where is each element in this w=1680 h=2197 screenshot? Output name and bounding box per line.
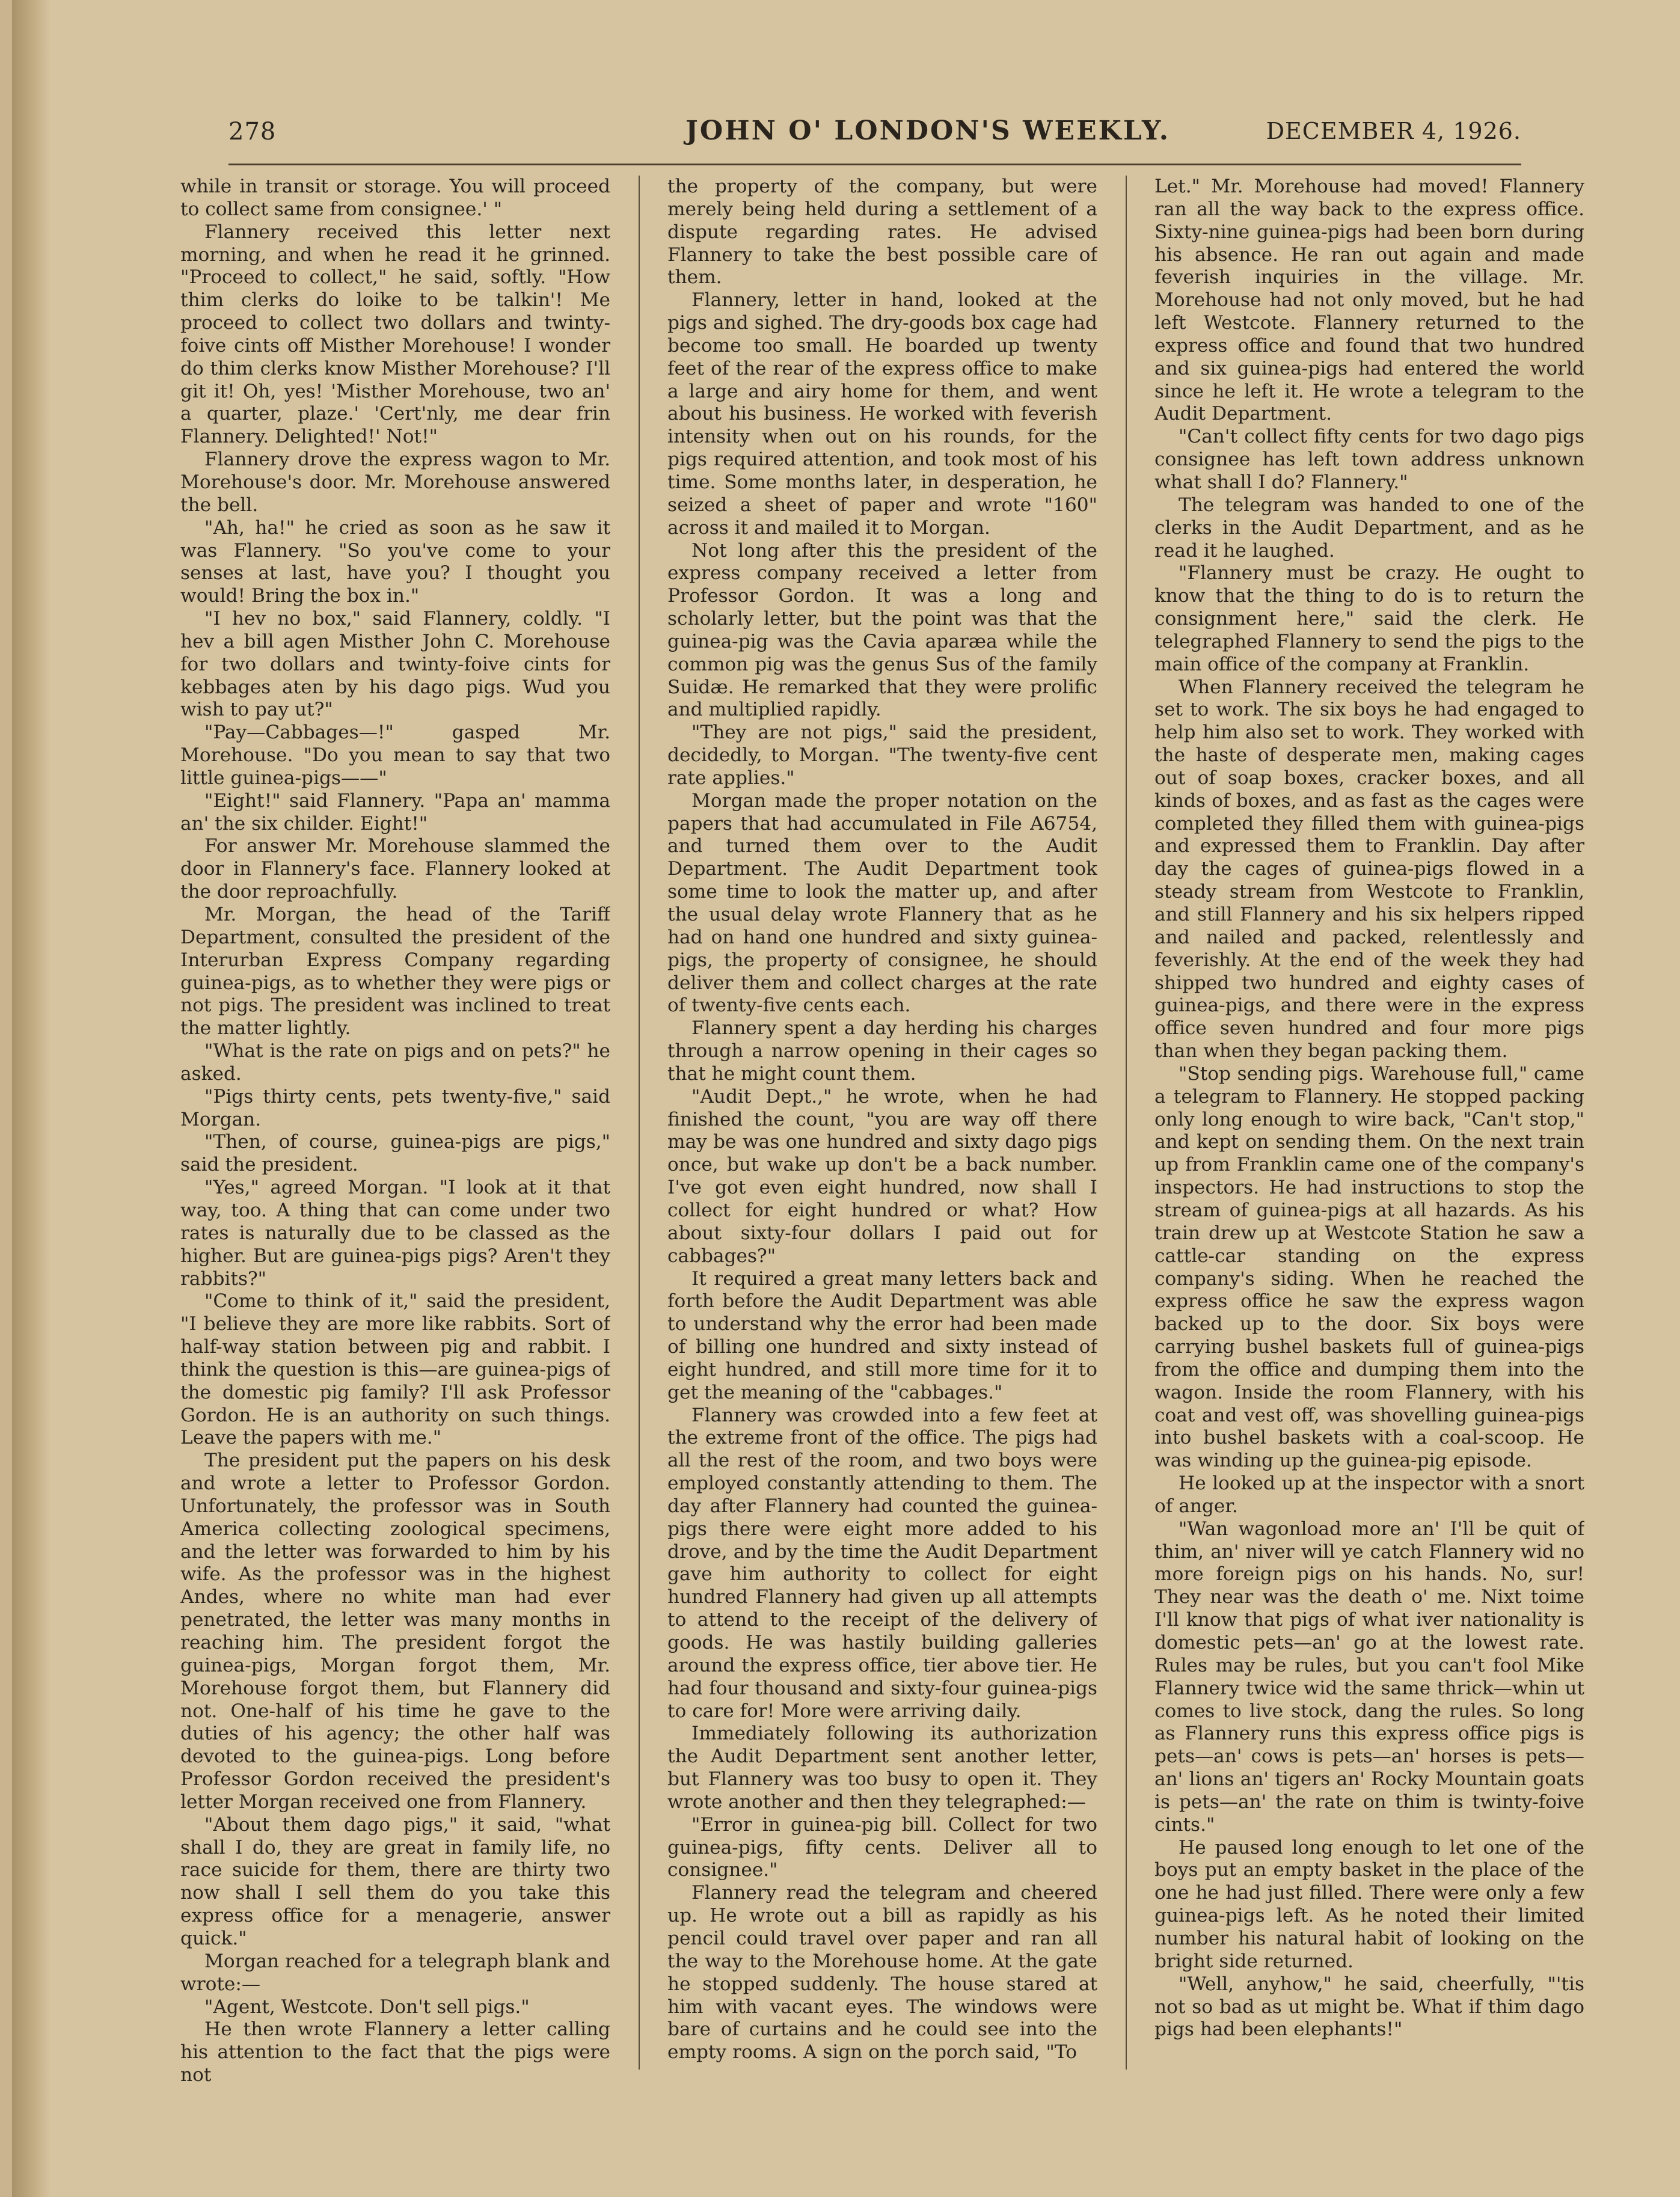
paragraph: "Flannery must be crazy. He ought to know that the thing to do is to return the consignment here," said the clerk. He telegraphed Flannery to send the pigs to the main office of the company at Franklin. [1154, 562, 1584, 675]
paragraph: It required a great many letters back and forth before the Audit Department was able to understand why the error had been made of billing one hundred and sixty instead of eight hundred, and still more time for it to get the meaning of the "cabbages." [667, 1267, 1097, 1403]
header-rule [228, 164, 1521, 165]
paragraph: "They are not pigs," said the president, decidedly, to Morgan. "The twenty-five cent rate applies." [667, 722, 1097, 789]
paragraph: "Then, of course, guinea-pigs are pigs," said the president. [180, 1131, 610, 1176]
paragraph: "About them dago pigs," it said, "what shall I do, they are great in family life, no race suicide for them, there are thirty two now shall I sell them do you take this express office for a menagerie, answer quick." [180, 1813, 610, 1949]
paragraph: "Come to think of it," said the president, "I believe they are more like rabbits. Sort of half-way station between pig and rabbit. I think the question is this—are guinea-pigs of the domestic pig family? I'll ask Professor Gordon. He is an authority on such things. Leave the papers with me." [180, 1290, 610, 1449]
paragraph: "Error in guinea-pig bill. Collect for two guinea-pigs, fifty cents. Deliver all to consignee." [667, 1813, 1097, 1881]
publication-title: JOHN O' LONDON'S WEEKLY. [685, 115, 1171, 146]
paragraph: "Audit Dept.," he wrote, when he had finished the count, "you are way off there may be was one hundred and sixty dago pigs once, but wake up don't be a back number. I've got even eight hundred, now shall I collect for eight hundred or what? How about sixty-four dollars I paid out for cabbages?" [667, 1085, 1097, 1267]
paragraph: Mr. Morgan, the head of the Tariff Department, consulted the president of the Interurban Express Company regarding guinea-pigs, as to whether they were pigs or not pigs. The president was inclined to treat the matter lightly. [180, 904, 610, 1040]
column-divider [639, 176, 640, 2070]
paragraph: "Agent, Westcote. Don't sell pigs." [204, 1996, 530, 2018]
paragraph: For answer Mr. Morehouse slammed the door in Flannery's face. Flannery looked at the door reproachfully. [180, 835, 610, 903]
page-header [228, 113, 1521, 155]
text-column-1 [180, 176, 610, 2088]
paragraph: Flannery, letter in hand, looked at the pigs and sighed. The dry-goods box cage had become too small. He boarded up twenty feet of the rear of the express office to make a large and airy home for them, and went about his business. He worked with feverish intensity when out on his rounds, for the pigs required attention, and took most of his time. Some months later, in desperation, he seized a sheet of paper and wrote "160" across it and mailed it to Morgan. [667, 289, 1097, 539]
text-column-3 [1154, 176, 1584, 2088]
paragraph: while in transit or storage. You will proceed to collect same from consignee.' " [180, 176, 610, 220]
paragraph: The president put the papers on his desk and wrote a letter to Professor Gordon. Unfortunately, the professor was in South America collecting zoological specimens, and the letter was forwarded to him by his wife. As the professor was in the highest Andes, where no white man had ever penetrated, the letter was many months in reaching him. The president forgot the guinea-pigs, Morgan forgot them, Mr. Morehouse forgot them, but Flannery did not. One-half of his time he gave to the duties of his agency; the other half was devoted to the guinea-pigs. Long before Professor Gordon received the president's letter Morgan received one from Flannery. [180, 1450, 610, 1813]
text-column-2 [667, 176, 1097, 2088]
paragraph: "Wan wagonload more an' I'll be quit of thim, an' niver will ye catch Flannery wid no more foreign pigs on his hands. No, sur! They near was the death o' me. Nixt toime I'll know that pigs of what iver nationality is domestic pets—an' go at the lowest rate. Rules may be rules, but you can't fool Mike Flannery twice wid the same thrick—whin ut comes to live stock, dang the rules. So long as Flannery runs this express office pigs is pets—an' cows is pets—an' horses is pets—an' lions an' tigers an' Rocky Mountain goats is pets—an' the rate on thim is twinty-foive cints." [1154, 1518, 1584, 1836]
paragraph: When Flannery received the telegram he set to work. The six boys he had engaged to help him also set to work. They worked with the haste of desperate men, making cages out of soap boxes, cracker boxes, and all kinds of boxes, and as fast as the cages were completed they filled them with guinea-pigs and expressed them to Franklin. Day after day the cages of guinea-pigs flowed in a steady stream from Westcote to Franklin, and still Flannery and his six helpers ripped and nailed and packed, relentlessly and feverishly. At the end of the week they had shipped two hundred and eighty cases of guinea-pigs, and there were in the express office seven hundred and four more pigs than when they began packing them. [1154, 676, 1584, 1062]
paragraph: "Yes," agreed Morgan. "I look at it that way, too. A thing that can come under two rates is naturally due to be classed as the higher. But are guinea-pigs pigs? Aren't they rabbits?" [180, 1177, 610, 1290]
paragraph: Flannery drove the express wagon to Mr. Morehouse's door. Mr. Morehouse answered the bell. [180, 449, 610, 516]
paragraph: "Can't collect fifty cents for two dago pigs consignee has left town address unknown what shall I do? Flannery." [1154, 426, 1584, 493]
paragraph: "Pay—Cabbages—!" gasped Mr. Morehouse. "Do you mean to say that two little guinea-pigs——" [180, 722, 610, 789]
paragraph: He looked up at the inspector with a snort of anger. [1154, 1472, 1584, 1517]
paragraph: Flannery read the telegram and cheered up. He wrote out a bill as rapidly as his pencil could travel over paper and ran all the way to the Morehouse home. At the gate he stopped suddenly. The house stared at him with vacant eyes. The windows were bare of curtains and he could see into the empty rooms. A sign on the porch said, "To [667, 1882, 1097, 2064]
paragraph: Flannery was crowded into a few feet at the extreme front of the office. The pigs had all the rest of the room, and two boys were employed constantly attending to them. The day after Flannery had counted the guinea-pigs there were eight more added to his drove, and by the time the Audit Department gave him authority to collect for eight hundred Flannery had given up all attempts to attend to the receipt of the delivery of goods. He was hastily building galleries around the express office, tier above tier. He had four thousand and sixty-four guinea-pigs to care for! More were arriving daily. [667, 1404, 1097, 1722]
paragraph: "Ah, ha!" he cried as soon as he saw it was Flannery. "So you've come to your senses at last, have you? I thought you would! Bring the box in." [180, 516, 610, 607]
paragraph: Flannery received this letter next morning, and when he read it he grinned. "Proceed to collect," he said, softly. "How thim clerks do loike to be talkin'! Me proceed to collect two dollars and twinty-foive cints off Misther Morehouse! I wonder do thim clerks know Misther Morehouse? I'll git it! Oh, yes! 'Misther Morehouse, two an' a quarter, plaze.' 'Cert'nly, me dear frin Flannery. Delighted!' Not!" [180, 221, 610, 448]
paragraph: the property of the company, but were merely being held during a settlement of a dispute regarding rates. He advised Flannery to take the best possible care of them. [667, 176, 1097, 289]
column-divider [1126, 176, 1127, 2070]
page-number: 278 [228, 118, 277, 146]
paragraph: "Well, anyhow," he said, cheerfully, "'tis not so bad as ut might be. What if thim dago pigs had been elephants!" [1154, 1973, 1584, 2041]
paragraph: "Pigs thirty cents, pets twenty-five," said Morgan. [180, 1085, 610, 1130]
paragraph: "Eight!" said Flannery. "Papa an' mamma an' the six childer. Eight!" [180, 789, 610, 835]
paragraph: Immediately following its authorization the Audit Department sent another letter, but Flannery was too busy to open it. They wrote another and then they telegraphed:— [667, 1723, 1097, 1813]
article-columns [180, 176, 1587, 2088]
paragraph: The telegram was handed to one of the clerks in the Audit Department, and as he read it he laughed. [1154, 494, 1584, 562]
paragraph: Let." Mr. Morehouse had moved! Flannery ran all the way back to the express office. Sixty-nine guinea-pigs had been born during his absence. He ran out again and made feverish inquiries in the village. Mr. Morehouse had not only moved, but he had left Westcote. Flannery returned to the express office and found that two hundred and six guinea-pigs had entered the world since he left it. He wrote a telegram to the Audit Department. [1154, 176, 1584, 425]
paragraph: "What is the rate on pigs and on pets?" he asked. [180, 1040, 610, 1085]
paragraph: "I hev no box," said Flannery, coldly. "I hev a bill agen Misther John C. Morehouse for two dollars and twinty-foive cints for kebbages aten by his dago pigs. Wud you wish to pay ut?" [180, 608, 610, 721]
paragraph: Morgan reached for a telegraph blank and wrote:— [180, 1950, 610, 1995]
paragraph: Morgan made the proper notation on the papers that had accumulated in File A6754, and turned them over to the Audit Department. The Audit Department took some time to look the matter up, and after the usual delay wrote Flannery that as he had on hand one hundred and sixty guinea-pigs, the property of consignee, he should deliver them and collect charges at the rate of twenty-five cents each. [667, 789, 1097, 1017]
page-binding-edge [12, 0, 51, 2197]
paragraph: He then wrote Flannery a letter calling his attention to the fact that the pigs were not [180, 2018, 610, 2086]
paragraph: "Stop sending pigs. Warehouse full," came a telegram to Flannery. He stopped packing only long enough to wire back, "Can't stop," and kept on sending them. On the next train up from Franklin came one of the company's inspectors. He had instructions to stop the stream of guinea-pigs at all hazards. As his train drew up at Westcote Station he saw a cattle-car standing on the express company's siding. When he reached the express office he saw the express wagon backed up to the door. Six boys were carrying bushel baskets full of guinea-pigs from the office and dumping them into the wagon. Inside the room Flannery, with his coat and vest off, was shovelling guinea-pigs into bushel baskets with a coal-scoop. He was winding up the guinea-pig episode. [1154, 1062, 1584, 1472]
paragraph: He paused long enough to let one of the boys put an empty basket in the place of the one he had just filled. There were only a few guinea-pigs left. As he noted their limited number his natural habit of looking on the bright side returned. [1154, 1836, 1584, 1972]
issue-date: DECEMBER 4, 1926. [1266, 118, 1521, 144]
paragraph: Not long after this the president of the express company received a letter from Professor Gordon. It was a long and scholarly letter, but the point was that the guinea-pig was the Cavia aparæa while the common pig was the genus Sus of the family Suidæ. He remarked that they were prolific and multiplied rapidly. [667, 539, 1097, 721]
paragraph: Flannery spent a day herding his charges through a narrow opening in their cages so that he might count them. [667, 1017, 1097, 1085]
